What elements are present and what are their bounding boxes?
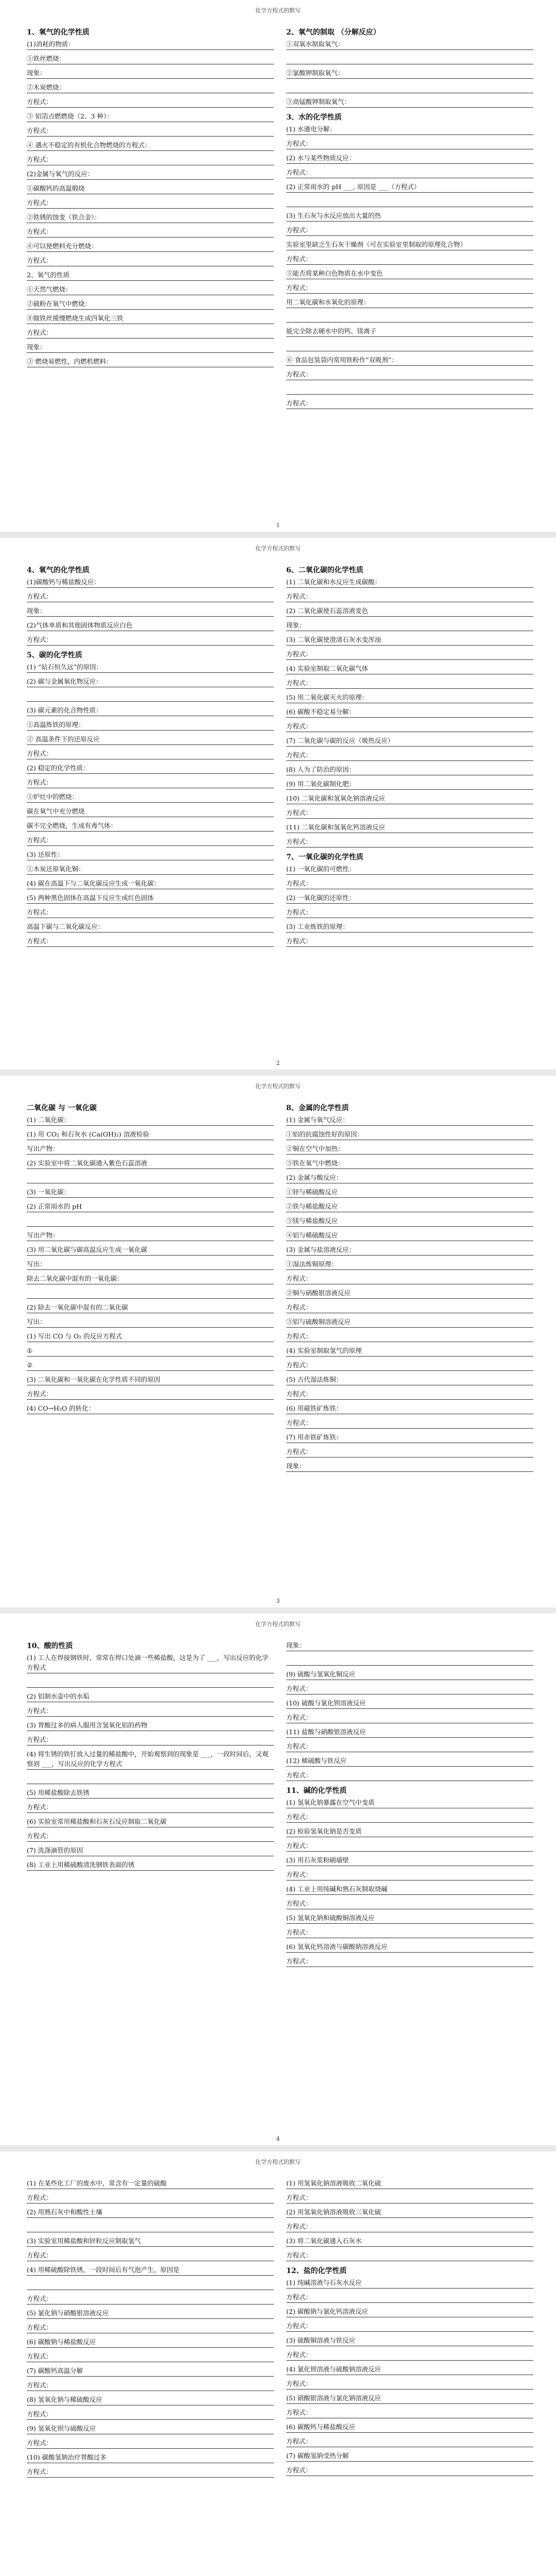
answer-line: 方程式： xyxy=(286,2436,533,2447)
answer-line: 方程式： xyxy=(27,777,274,788)
answer-line: 方程式： xyxy=(286,139,533,149)
answer-line: 写出： xyxy=(27,1317,274,1328)
answer-line: (8) 工业上用稀硫酸清洗钢铁表面的锈 xyxy=(27,1860,274,1871)
answer-line: ①铁丝燃烧： xyxy=(27,54,274,64)
answer-line: 方程式： xyxy=(286,2193,533,2204)
section xyxy=(286,27,533,108)
answer-line: ⑤能否将某种白色物质在水中变色 xyxy=(286,268,533,279)
answer-line: (7) 用赤铁矿炼铁： xyxy=(286,1432,533,1443)
answer-line: (9) 氢氧化钡与硫酸反应 xyxy=(27,2424,274,2434)
page xyxy=(0,0,556,532)
answer-line: (5) 硝酸银溶液与氯化钠溶液反应 xyxy=(286,2393,533,2404)
answer-line: (12) 稀硫酸与铁反应 xyxy=(286,1756,533,1767)
answer-line: (9) 硫酸与氢氧化铜反应 xyxy=(286,1669,533,1680)
answer-line: 2、氧气的性质 xyxy=(27,270,274,281)
answer-line: ②硫粉在氧气中燃烧： xyxy=(27,299,274,310)
answer-line: 方程式： xyxy=(286,1389,533,1400)
section xyxy=(27,27,274,367)
answer-line: ② 高温条件下的还原反应 xyxy=(27,734,274,745)
answer-line: (2) 除去一氧化碳中混有的二氧化碳 xyxy=(27,1302,274,1313)
answer-line xyxy=(286,312,533,323)
answer-line: 方程式： xyxy=(286,1302,533,1313)
column-right xyxy=(286,23,533,413)
answer-line: 方程式： xyxy=(286,1418,533,1429)
answer-line: (1) 在某些化工厂的废水中，常含有一定量的硫酸 xyxy=(27,2178,274,2189)
section-heading: 1、氧气的化学性质 xyxy=(27,28,90,37)
answer-line: 方程式： xyxy=(27,591,274,602)
answer-line: (2) 碳酸钠与氯化钙溶液反应 xyxy=(286,2307,533,2317)
answer-line: 方程式： xyxy=(27,2294,274,2304)
answer-line xyxy=(27,1288,274,1299)
answer-line: ①双氧水制取氧气： xyxy=(286,39,533,50)
answer-line: (6) 氢氧化钙溶液与碳酸钠溶液反应 xyxy=(286,1942,533,1953)
answer-line: (11) 盐酸与硝酸银溶液反应 xyxy=(286,1727,533,1738)
answer-line: 方程式： xyxy=(286,1870,533,1880)
answer-line: 方程式： xyxy=(286,591,533,602)
answer-line: (4) 实验室制取氢气的原理 xyxy=(286,1346,533,1357)
answer-line: (2) 碳与金属氧化物反应： xyxy=(27,676,274,687)
answer-line: 方程式： xyxy=(27,2380,274,2391)
running-head: 化学方程式的默写 xyxy=(255,2159,301,2165)
answer-line: ②铁锈的蚀变（铁合金）： xyxy=(27,212,274,223)
answer-line: (5) 氯化钠与硝酸银溶液反应 xyxy=(27,2308,274,2319)
answer-line: 现象： xyxy=(286,620,533,631)
answer-line: 方程式： xyxy=(286,1770,533,1781)
section-heading: 4、氧气的化学性质 xyxy=(27,566,90,574)
answer-line: (7) 碳酸氢钠受热分解 xyxy=(286,2451,533,2462)
answer-line: 方程式： xyxy=(286,936,533,947)
section xyxy=(286,852,533,947)
answer-line: (4) CO→H₂O 的转化： xyxy=(27,1403,274,1414)
answer-line: ②氯酸钾制取氧气： xyxy=(286,68,533,79)
section xyxy=(27,1640,274,1871)
answer-line: 方程式： xyxy=(286,1447,533,1458)
section xyxy=(286,1640,533,1781)
answer-line: (2) 实验室中将二氧化碳通入紫色石蕊溶液 xyxy=(27,1158,274,1169)
answer-line: 方程式： xyxy=(27,155,274,165)
answer-line: (2) 稳定的化学性质： xyxy=(27,763,274,774)
answer-line: 方程式： xyxy=(27,2467,274,2478)
section-heading: 2、氧气的制取 （分解反应） xyxy=(286,28,380,37)
answer-line: 写出： xyxy=(27,1259,274,1270)
answer-line: (2) 二氧化碳使石蕊溶液变色 xyxy=(286,606,533,617)
answer-line: (2) 金属与酸反应： xyxy=(286,1173,533,1183)
running-head: 化学方程式的默写 xyxy=(255,1083,301,1090)
answer-line: (5) 用稀盐酸除去铁锈 xyxy=(27,1788,274,1799)
answer-line: (3) 胃酸过多的病人服用含氢氧化铝的药物 xyxy=(27,1720,274,1731)
answer-line: (4) 用稀硫酸除铁锈，一段时间后有气泡产生，原因是 xyxy=(27,2265,274,2276)
answer-line: (2) 正常雨水的 pH xyxy=(27,1201,274,1212)
answer-line xyxy=(27,1173,274,1183)
answer-line: (3) 用石灰浆粉刷墙壁 xyxy=(286,1855,533,1866)
answer-line: (5) 古代湿法炼铜： xyxy=(286,1375,533,1385)
answer-line xyxy=(286,54,533,64)
column-left xyxy=(27,2174,274,2481)
section xyxy=(286,2178,533,2261)
answer-line: 方程式： xyxy=(27,1389,274,1400)
answer-line: 除去二氧化碳中混有的一氧化碳： xyxy=(27,1274,274,1284)
answer-line: (1) 用 CO₂ 和石灰水 (Ca(OH)₂) 溶液检验 xyxy=(27,1129,274,1140)
answer-line: 方程式： xyxy=(286,398,533,409)
answer-line: (5) 用二氧化碳灭火的原理： xyxy=(286,692,533,703)
answer-line: ①铝的抗腐蚀性好的原因： xyxy=(286,1129,533,1140)
answer-line: (4) 工业上用纯碱和熟石灰制取烧碱 xyxy=(286,1884,533,1895)
answer-line: (1) 一氧化碳的可燃性： xyxy=(286,864,533,875)
answer-line xyxy=(286,1655,533,1666)
answer-line: (3) 将二氧化碳通入石灰水 xyxy=(286,2236,533,2247)
answer-line xyxy=(27,2279,274,2290)
answer-line: (5) 氢氧化钠和硫酸铜溶液反应 xyxy=(286,1913,533,1924)
answer-line: (4) 将生锈的铁钉放入过量的稀盐酸中，开始观察到的现象是 ___，一段时间后，又观察到 ___，写出反应的化学方程式 xyxy=(27,1749,274,1770)
answer-line: (2)金属与氧气的反应： xyxy=(27,169,274,180)
answer-line: (9) 用二氧化碳制化肥： xyxy=(286,779,533,790)
answer-line: 方程式： xyxy=(286,2321,533,2332)
answer-line: 方程式： xyxy=(286,878,533,889)
answer-line: (7) 二氧化碳与碳的反应（吸热反应） xyxy=(286,736,533,747)
running-head: 化学方程式的默写 xyxy=(255,1621,301,1628)
answer-line: 方程式： xyxy=(286,254,533,265)
section-heading: 8、金属的化学性质 xyxy=(286,1104,349,1112)
column-right xyxy=(286,2174,533,2480)
answer-line: 方程式： xyxy=(27,198,274,209)
answer-line: 方程式： xyxy=(286,2292,533,2303)
answer-line: (1)消耗的物质： xyxy=(27,39,274,50)
answer-line: ⑧做铁丝缓慢燃烧生成四氧化三铁 xyxy=(27,313,274,324)
answer-line xyxy=(286,82,533,93)
answer-line: 方程式： xyxy=(27,1831,274,1842)
answer-line: (1) 纯碱溶液与石灰水反应 xyxy=(286,2278,533,2289)
answer-line: ③铁在氧气中燃烧： xyxy=(286,1158,533,1169)
answer-line: (2) 水与某些物质反应： xyxy=(286,153,533,164)
answer-line: (4) 实验室制取二氧化碳气体 xyxy=(286,664,533,674)
answer-line: 方程式： xyxy=(286,1927,533,1938)
answer-line: 方程式： xyxy=(286,649,533,660)
answer-line: 方程式： xyxy=(27,2193,274,2204)
answer-line: 方程式： xyxy=(27,97,274,108)
column-left xyxy=(27,1098,274,1418)
section xyxy=(286,1785,533,1967)
answer-line: (3) 二氧化碳使澄清石灰水变浑浊 xyxy=(286,635,533,646)
section xyxy=(286,112,533,409)
answer-line: 方程式： xyxy=(286,1841,533,1852)
answer-line: (6) 用磁铁矿炼铁： xyxy=(286,1403,533,1414)
answer-line: 方程式： xyxy=(286,837,533,848)
page xyxy=(0,2151,556,2576)
answer-line: (2) 用氢氧化钠溶液吸收三氧化硫 xyxy=(286,2207,533,2218)
answer-line: 方程式： xyxy=(27,2323,274,2333)
answer-line: 实验室里缺乏生石灰干燥剂（可在实验室里制取的原理化合物） xyxy=(286,240,533,250)
column-left xyxy=(27,1636,274,1874)
answer-line: ② xyxy=(27,1360,274,1371)
answer-line: (10) 碳酸氢钠治疗胃酸过多 xyxy=(27,2452,274,2463)
answer-line: 方程式： xyxy=(286,1684,533,1694)
section-heading: 11、碱的化学性质 xyxy=(286,1787,347,1795)
answer-line: 方程式： xyxy=(27,835,274,846)
answer-line: 方程式： xyxy=(286,1956,533,1967)
answer-line: 方程式： xyxy=(286,721,533,732)
answer-line: 方程式： xyxy=(27,256,274,266)
answer-line: (1) 用氢氧化钠溶液吸收二氧化硫 xyxy=(286,2178,533,2189)
answer-line xyxy=(286,341,533,351)
answer-line: ①炉灶中的燃烧： xyxy=(27,792,274,803)
answer-line: ①碳酸钙的高温煅烧 xyxy=(27,183,274,194)
answer-line: 能完全除去硬水中的钙、镁离子 xyxy=(286,326,533,337)
section-heading: 3、水的化学性质 xyxy=(286,113,342,122)
answer-line: ④ 遇火不稳定的有机化合物燃烧的方程式： xyxy=(27,140,274,151)
answer-line: 方程式： xyxy=(27,2351,274,2362)
answer-line: (3) 二氧化碳和一氧化碳在化学性质不同的原因 xyxy=(27,1375,274,1385)
page xyxy=(0,538,556,1070)
section xyxy=(286,2265,533,2476)
answer-line: ②铜与硝酸银溶液反应 xyxy=(286,1288,533,1299)
answer-line: ②铁与稀盐酸反应 xyxy=(286,1201,533,1212)
answer-line: (2) 铝制水壶中的水垢 xyxy=(27,1691,274,1702)
answer-line: (1)碳酸钙与稀盐酸反应： xyxy=(27,577,274,588)
answer-line: (3) 硫酸铜溶液与铁反应 xyxy=(286,2335,533,2346)
answer-line: (6) 碳酸钠与稀盐酸反应 xyxy=(27,2337,274,2348)
answer-line: (1) 水通电分解： xyxy=(286,124,533,135)
answer-line: (1) 写出 CO 与 O₂ 的反应方程式 xyxy=(27,1331,274,1342)
answer-line: (2) 检验氢氧化钠是否变质 xyxy=(286,1826,533,1837)
answer-line xyxy=(27,1216,274,1227)
answer-line: 方程式： xyxy=(286,2222,533,2232)
answer-line: 高温下碳与二氧化碳反应： xyxy=(27,922,274,933)
answer-line xyxy=(286,384,533,395)
page-number: 1 xyxy=(276,522,280,529)
answer-line: ①天然气燃烧： xyxy=(27,284,274,295)
answer-line: (3) 工业炼铁的原理： xyxy=(286,922,533,933)
answer-line: 现象： xyxy=(27,342,274,353)
answer-line: (1) 氢氧化钠暴露在空气中变质 xyxy=(286,1798,533,1808)
answer-line: 方程式： xyxy=(27,1735,274,1745)
answer-line: 方程式： xyxy=(27,2409,274,2420)
answer-line: (6) 实验室常用稀盐酸和石灰石反应制取二氧化碳 xyxy=(27,1817,274,1827)
answer-line: (3) 一氧化碳： xyxy=(27,1187,274,1198)
page-number: 4 xyxy=(276,2136,280,2142)
answer-line: 方程式： xyxy=(286,1812,533,1823)
answer-line: 方程式： xyxy=(27,328,274,338)
answer-line: (1) 工人在焊接钢铁时，常常在焊口处滴一些稀盐酸，这是为了 ___，写出反应的化学方程式 xyxy=(27,1653,274,1673)
answer-line: 方程式： xyxy=(27,126,274,137)
answer-line: (6) 碳酸不稳定易分解： xyxy=(286,707,533,718)
answer-line: 现象： xyxy=(27,606,274,617)
answer-line xyxy=(27,1677,274,1688)
answer-line: 方程式： xyxy=(27,907,274,918)
section-heading: 10、酸的性质 xyxy=(27,1642,73,1650)
answer-line: (3) 还原性： xyxy=(27,850,274,860)
answer-line: (7) 碳酸钙高温分解 xyxy=(27,2366,274,2377)
answer-line: 方程式： xyxy=(286,1741,533,1752)
answer-line: (1) 二氧化碳和水反应生成碳酸： xyxy=(286,577,533,588)
section-heading: 7、一氧化碳的化学性质 xyxy=(286,853,363,861)
answer-line: ⑥可以使燃料充分燃烧： xyxy=(27,241,274,252)
answer-line: (1) “钻石恒久远”的原因： xyxy=(27,662,274,673)
answer-line: 方程式： xyxy=(286,225,533,236)
answer-line xyxy=(27,1773,274,1784)
answer-line: 现象： xyxy=(286,1461,533,1472)
section-heading: 二氧化碳 与 一氧化碳 xyxy=(27,1104,97,1112)
answer-line: ③ 铝箔点燃燃烧（2、3 种）： xyxy=(27,111,274,122)
answer-line: (5) 两种黑色固体在高温下反应生成红色固体 xyxy=(27,893,274,904)
answer-line: ⑥ 食品包装袋内常用铁粉作“双吸剂”： xyxy=(286,355,533,366)
answer-line: (3) 实验室用稀盐酸和锌粒反应制取氢气 xyxy=(27,2236,274,2247)
answer-line: 方程式： xyxy=(286,1274,533,1284)
answer-line: 方程式： xyxy=(27,936,274,947)
page xyxy=(0,1614,556,2145)
answer-line: 方程式： xyxy=(27,749,274,759)
answer-line: 方程式： xyxy=(27,1706,274,1717)
answer-line: 方程式： xyxy=(286,2465,533,2476)
answer-line: 方程式： xyxy=(27,1802,274,1813)
answer-line: 方程式： xyxy=(286,907,533,918)
answer-line: 方程式： xyxy=(286,1899,533,1909)
answer-line: (1) 金属与氧气反应： xyxy=(286,1115,533,1126)
column-right xyxy=(286,1098,533,1476)
page xyxy=(0,1076,556,1607)
section xyxy=(27,1103,274,1414)
answer-line: 碳不完全燃烧，生成有毒气体： xyxy=(27,821,274,832)
section xyxy=(27,565,274,646)
page-number: 2 xyxy=(276,1060,280,1066)
answer-line: (3) 用二氧化碳与碳高温反应生成一氧化碳 xyxy=(27,1245,274,1256)
answer-line: 方程式： xyxy=(27,635,274,646)
answer-line: 方程式： xyxy=(286,1360,533,1371)
answer-line: ③高锰酸钾制取氧气： xyxy=(286,97,533,108)
section-heading: 6、二氧化碳的化学性质 xyxy=(286,566,363,574)
running-head: 化学方程式的默写 xyxy=(255,7,301,14)
answer-line: 方程式： xyxy=(286,808,533,819)
answer-line: (10) 硫酸与氯化钡溶液反应 xyxy=(286,1698,533,1709)
answer-line: (6) 碳酸钙与稀盐酸反应 xyxy=(286,2422,533,2433)
answer-line: (2) 用熟石灰中和酸性土壤 xyxy=(27,2207,274,2218)
answer-line: 方程式： xyxy=(286,2379,533,2389)
answer-line: 现象： xyxy=(286,1640,533,1651)
answer-line: (4) 碳在高温下与二氧化碳反应生成一氧化碳： xyxy=(27,878,274,889)
answer-line: 方程式： xyxy=(286,1331,533,1342)
answer-line: 现象： xyxy=(27,68,274,79)
answer-line: ①湿法炼铜原理： xyxy=(286,1259,533,1270)
answer-line: (3) 生石灰与水反应放出大量的热 xyxy=(286,211,533,222)
answer-line: (10) 二氧化碳和氢氧化钠溶液反应 xyxy=(286,793,533,804)
answer-line: ②铜在空气中加热： xyxy=(286,1144,533,1155)
answer-line: (2)气体单质和其他固体物质反应白色 xyxy=(27,620,274,631)
answer-line: 方程式： xyxy=(286,750,533,761)
answer-line: 方程式： xyxy=(286,1713,533,1723)
section xyxy=(27,650,274,947)
answer-line: ①高温炼铁的原理： xyxy=(27,720,274,731)
answer-line: (2) 一氧化碳的还原性： xyxy=(286,893,533,904)
answer-line: 方程式： xyxy=(286,283,533,294)
answer-line: 碳在氧气中充分燃烧 xyxy=(27,806,274,817)
answer-line xyxy=(27,2222,274,2232)
answer-line: ③镁与稀盐酸反应 xyxy=(286,1216,533,1227)
answer-line: (8) 人为了防治的原因： xyxy=(286,765,533,775)
answer-line: (3) 金属与盐溶液反应： xyxy=(286,1245,533,1256)
column-right xyxy=(286,1636,533,1971)
answer-line: (11) 二氧化碳和氢氧化钙溶液反应 xyxy=(286,822,533,833)
answer-line: (8) 氢氧化钠与稀硫酸反应 xyxy=(27,2395,274,2405)
answer-line: 方程式： xyxy=(27,2250,274,2261)
answer-line: 方程式： xyxy=(286,2350,533,2361)
answer-line: 方程式： xyxy=(286,167,533,178)
answer-line: 方程式： xyxy=(286,678,533,689)
answer-line xyxy=(27,691,274,702)
answer-line: 写出产物： xyxy=(27,1144,274,1155)
answer-line: (3) 碳元素的化合物性质： xyxy=(27,705,274,716)
answer-line: 方程式： xyxy=(27,227,274,238)
section xyxy=(27,2178,274,2478)
answer-line: (7) 洗涤滴管的原因 xyxy=(27,1845,274,1856)
running-head: 化学方程式的默写 xyxy=(255,545,301,552)
section-heading: 5、碳的化学性质 xyxy=(27,651,82,659)
answer-line: ④铝与稀硫酸反应 xyxy=(286,1230,533,1241)
answer-line: ②木炭燃烧： xyxy=(27,82,274,93)
answer-line: ①锌与稀硫酸反应 xyxy=(286,1187,533,1198)
section-heading: 12、盐的化学性质 xyxy=(286,2267,347,2275)
answer-line: (1) 二氧化碳： xyxy=(27,1115,274,1126)
answer-line: 方程式： xyxy=(286,2408,533,2418)
answer-line: 写出产物： xyxy=(27,1230,274,1241)
answer-line xyxy=(286,196,533,207)
page-number: 3 xyxy=(276,1598,280,1604)
answer-line: 用二氧化碳和水氧化的原理： xyxy=(286,297,533,308)
answer-line: ①木炭还原氧化铜： xyxy=(27,864,274,875)
answer-line: 方程式： xyxy=(27,2438,274,2449)
answer-line: 方程式： xyxy=(286,369,533,380)
column-left xyxy=(27,23,274,371)
section xyxy=(286,1103,533,1472)
answer-line: ① xyxy=(27,1346,274,1357)
answer-line: ③铝与硫酸铜溶液反应 xyxy=(286,1317,533,1328)
section xyxy=(286,565,533,848)
answer-line: 方程式： xyxy=(286,2250,533,2261)
answer-line: (2) 正常雨水的 pH ___, 原因是 ___（方程式） xyxy=(286,182,533,193)
column-left xyxy=(27,561,274,951)
answer-line: ③ 燃烧易燃性，内燃机燃料： xyxy=(27,357,274,367)
column-right xyxy=(286,561,533,951)
answer-line: (4) 氯化钡溶液与硫酸钠溶液反应 xyxy=(286,2364,533,2375)
